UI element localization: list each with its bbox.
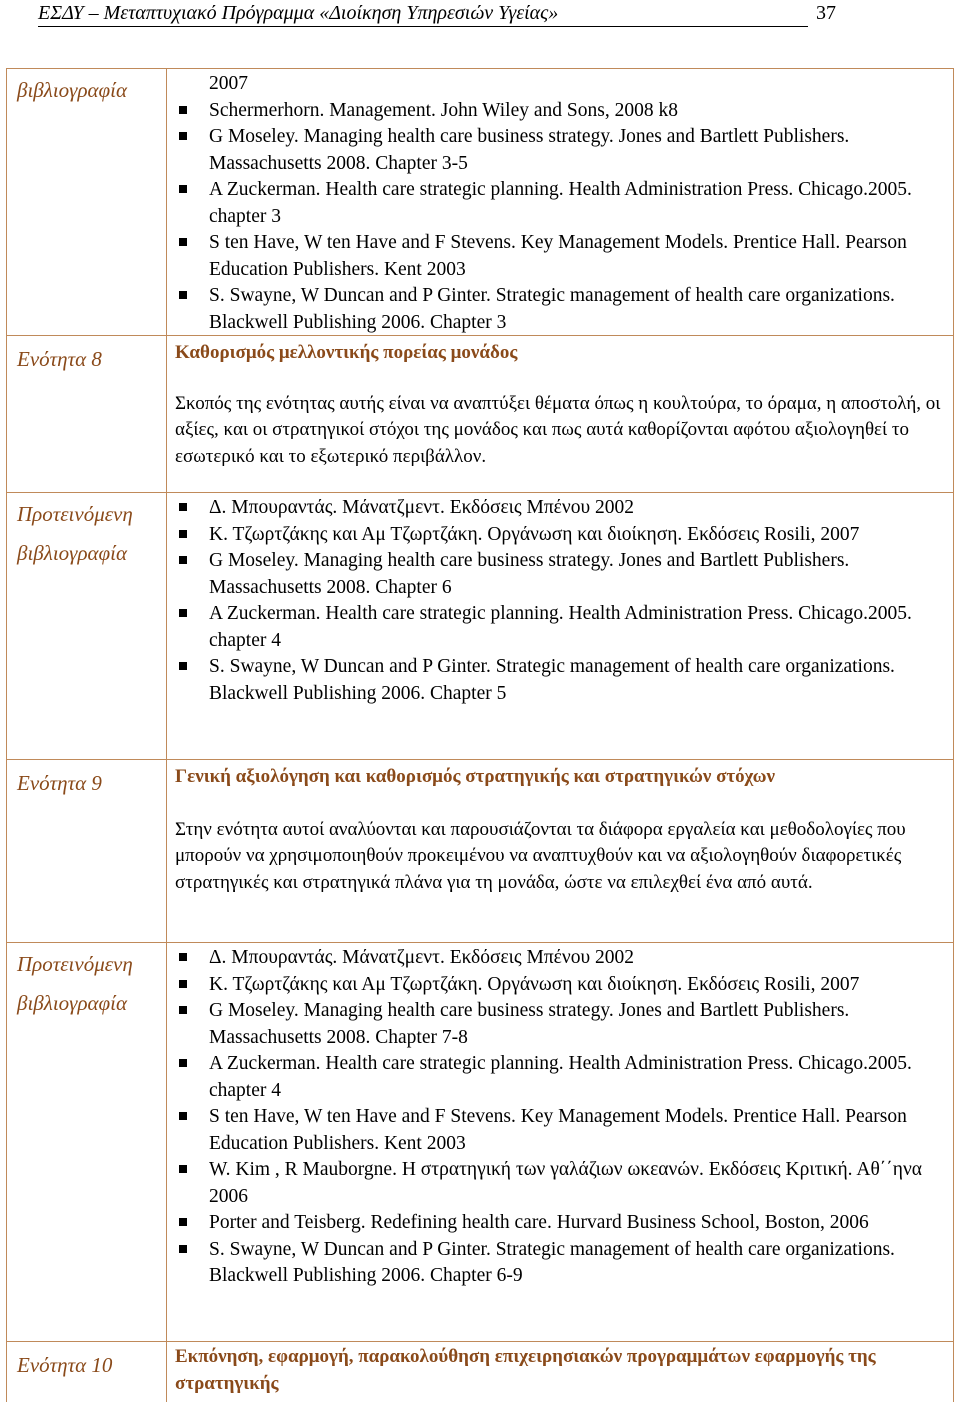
- reference-item: W. Kim , R Mauborgne. Η στρατηγική των γαλάζιων ωκεανών. Εκδόσεις Κριτική. Αθ΄΄ηνα 2006: [175, 1157, 945, 1210]
- module-8-title: Καθορισμός μελλοντικής πορείας μονάδος: [175, 342, 518, 363]
- reference-item: S ten Have, W ten Have and F Stevens. Key Management Models. Prentice Hall. Pearson Education Publishers. Kent 2003: [175, 1104, 945, 1157]
- page-number: 37: [816, 2, 836, 24]
- bibliography-label: βιβλιογραφία: [17, 78, 128, 102]
- reference-item: A Zuckerman. Health care strategic planning. Health Administration Press. Chicago.2005. chapter 3: [175, 177, 945, 230]
- bibliography-label: βιβλιογραφία: [17, 991, 128, 1015]
- module-9-title: Γενική αξιολόγηση και καθορισμός στρατηγικής και στρατηγικών στόχων: [175, 766, 776, 787]
- square-bullet-icon: [179, 556, 187, 564]
- square-bullet-icon: [179, 238, 187, 246]
- row-label: [7, 69, 167, 335]
- square-bullet-icon: [179, 503, 187, 511]
- square-bullet-icon: [179, 609, 187, 617]
- row-content: [167, 69, 953, 335]
- reference-item: A Zuckerman. Health care strategic planning. Health Administration Press. Chicago.2005. chapter 4: [175, 601, 945, 654]
- header-title: ΕΣΔΥ – Μεταπτυχιακό Πρόγραμμα «Διοίκηση Υπηρεσιών Υγείας»: [38, 2, 559, 24]
- square-bullet-icon: [179, 1165, 187, 1173]
- reference-item: S. Swayne, W Duncan and P Ginter. Strategic management of health care organizations. Blackwell Publishing 2006. Chapter 3: [175, 283, 945, 336]
- bibliography-label: βιβλιογραφία: [17, 541, 128, 565]
- square-bullet-icon: [179, 1006, 187, 1014]
- curriculum-table: [6, 68, 954, 1402]
- square-bullet-icon: [179, 132, 187, 140]
- reference-item: Κ. Τζωρτζάκης και Αμ Τζωρτζάκη. Οργάνωση και διοίκηση. Εκδόσεις Rosili, 2007: [175, 522, 945, 549]
- square-bullet-icon: [179, 1245, 187, 1253]
- row-label: [7, 1342, 167, 1402]
- row-content: [167, 1342, 953, 1402]
- square-bullet-icon: [179, 1218, 187, 1226]
- reference-item: S ten Have, W ten Have and F Stevens. Key Management Models. Prentice Hall. Pearson Education Publishers. Kent 2003: [175, 230, 945, 283]
- module-8-bibliography-row: [7, 493, 953, 760]
- square-bullet-icon: [179, 662, 187, 670]
- module-10-row: [7, 1342, 953, 1402]
- module-8-description: Σκοπός της ενότητας αυτής είναι να αναπτύξει θέματα όπως η κουλτούρα, το όραμα, η αποστολή, οι αξίες, και οι στρατηγικοί στόχοι της μονάδος και πως αυτά καθορίζονται αφότου αξιολογηθεί το εσωτερικό και το εξωτερικό περιβάλλον.: [175, 392, 941, 467]
- module-10-label: Ενότητα 10: [17, 1353, 113, 1377]
- row-label: [7, 493, 167, 759]
- module-10-title: Εκπόνηση, εφαρμογή, παρακολούθηση επιχειρησιακών προγραμμάτων εφαρμογής της στρατηγικής: [175, 1346, 876, 1394]
- row-label: [7, 760, 167, 942]
- square-bullet-icon: [179, 1059, 187, 1067]
- square-bullet-icon: [179, 106, 187, 114]
- square-bullet-icon: [179, 1112, 187, 1120]
- square-bullet-icon: [179, 953, 187, 961]
- square-bullet-icon: [179, 530, 187, 538]
- module-8-row: [7, 336, 953, 493]
- row-label: [7, 943, 167, 1341]
- reference-list: [175, 495, 945, 707]
- reference-item: A Zuckerman. Health care strategic planning. Health Administration Press. Chicago.2005. chapter 4: [175, 1051, 945, 1104]
- reference-item: G Moseley. Managing health care business strategy. Jones and Bartlett Publishers. Massachusetts 2008. Chapter 6: [175, 548, 945, 601]
- row-content: [167, 943, 953, 1341]
- row-content: [167, 493, 953, 759]
- page-header: [38, 0, 808, 27]
- module-9-row: [7, 760, 953, 943]
- reference-item: Porter and Teisberg. Redefining health care. Hurvard Business School, Boston, 2006: [175, 1210, 945, 1237]
- module-9-label: Ενότητα 9: [17, 771, 102, 795]
- reference-item: G Moseley. Managing health care business strategy. Jones and Bartlett Publishers. Massachusetts 2008. Chapter 7-8: [175, 998, 945, 1051]
- row-content: [167, 760, 953, 942]
- square-bullet-icon: [179, 291, 187, 299]
- reference-item: Δ. Μπουραντάς. Μάνατζμεντ. Εκδόσεις Μπένου 2002: [175, 945, 945, 972]
- module-8-label: Ενότητα 8: [17, 347, 102, 371]
- reference-item: Δ. Μπουραντάς. Μάνατζμεντ. Εκδόσεις Μπένου 2002: [175, 495, 945, 522]
- suggested-label: Προτεινόμενη: [17, 502, 133, 526]
- module-9-bibliography-row: [7, 943, 953, 1342]
- reference-list: [175, 945, 945, 1290]
- bibliography-row-continued: [7, 69, 953, 336]
- reference-item: Κ. Τζωρτζάκης και Αμ Τζωρτζάκη. Οργάνωση και διοίκηση. Εκδόσεις Rosili, 2007: [175, 972, 945, 999]
- reference-list: [175, 98, 945, 337]
- suggested-label: Προτεινόμενη: [17, 952, 133, 976]
- row-label: [7, 336, 167, 492]
- continued-line: 2007: [209, 73, 248, 94]
- square-bullet-icon: [179, 980, 187, 988]
- reference-item: S. Swayne, W Duncan and P Ginter. Strategic management of health care organizations. Blackwell Publishing 2006. Chapter 6-9: [175, 1237, 945, 1290]
- square-bullet-icon: [179, 185, 187, 193]
- row-content: [167, 336, 953, 492]
- module-9-description: Στην ενότητα αυτοί αναλύονται και παρουσιάζονται τα διάφορα εργαλεία και μεθοδολογίες που μπορούν να χρησιμοποιηθούν προκειμένου να αναπτυχθούν και να αξιολογηθούν διαφορετικές στρατηγικές και στρατηγικά πλάνα για τη μονάδα, ώστε να επιλεχθεί ένα από αυτά.: [175, 818, 906, 893]
- reference-item: G Moseley. Managing health care business strategy. Jones and Bartlett Publishers. Massachusetts 2008. Chapter 3-5: [175, 124, 945, 177]
- reference-item: S. Swayne, W Duncan and P Ginter. Strategic management of health care organizations. Blackwell Publishing 2006. Chapter 5: [175, 654, 945, 707]
- reference-item: Schermerhorn. Management. John Wiley and Sons, 2008 k8: [175, 98, 945, 125]
